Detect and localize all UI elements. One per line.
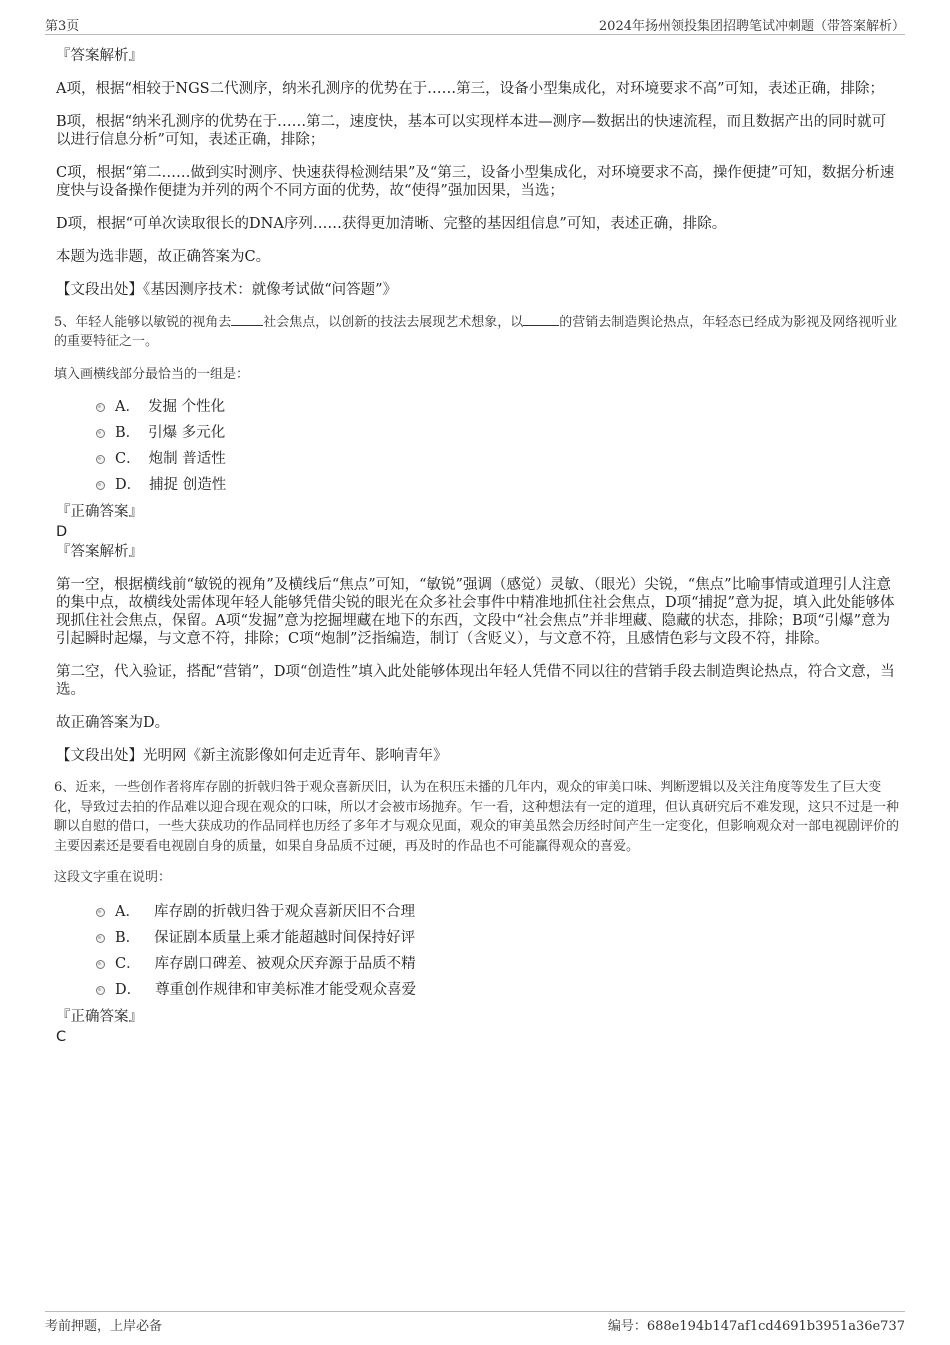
option-letter: D．: [115, 981, 142, 998]
option-text: 尊重创作规律和审美标准才能受观众喜爱: [155, 981, 417, 998]
option-letter: D．: [115, 476, 142, 493]
q5-prompt: 填入画横线部分最恰当的一组是：: [54, 367, 250, 382]
radio-icon[interactable]: [96, 481, 105, 490]
option-letter: C．: [115, 450, 141, 467]
option-letter: A．: [115, 398, 140, 415]
q6-prompt: 这段文字重在说明：: [54, 870, 172, 885]
q5-answer: D: [56, 524, 68, 540]
option-letter: B．: [115, 424, 141, 441]
q5-option-c[interactable]: [96, 444, 900, 470]
radio-icon[interactable]: [96, 986, 105, 995]
q5-analysis-2: 第二空，代入验证，搭配“营销”，D项“创造性”填入此处能够体现出年轻人凭借不同以往的营销手段去制造舆论热点，符合文意，当选。: [56, 664, 895, 698]
option-text: 炮制 普适性: [148, 450, 226, 467]
q6-option-d[interactable]: [96, 975, 900, 1001]
main-content: [56, 46, 900, 1047]
document-title: 2024年扬州领投集团招聘笔试冲刺题（带答案解析）: [598, 19, 905, 34]
page-number: 第3页: [45, 19, 80, 34]
q5-answer-heading: 『正确答案』: [56, 504, 143, 520]
option-text: 库存剧的折戟归咎于观众喜新厌旧不合理: [153, 903, 415, 920]
footer-doc-id: 编号：688e194b147af1cd4691b3951a36e737: [607, 1319, 905, 1334]
option-text: 捕捉 创造性: [149, 476, 227, 493]
page-footer: [45, 1311, 905, 1334]
option-letter: C．: [115, 955, 141, 972]
q5-conclusion: 故正确答案为D。: [56, 715, 170, 731]
q5-stem-part2: 社会焦点，以创新的技法去展现艺术想象，以: [263, 315, 524, 330]
radio-icon[interactable]: [96, 934, 105, 943]
q6-options: [56, 897, 900, 1001]
radio-icon[interactable]: [96, 429, 105, 438]
q5-blank-1: [231, 313, 263, 326]
footer-slogan: 考前押题，上岸必备: [45, 1319, 163, 1334]
q5-stem: [54, 313, 900, 351]
q5-stem-part1: 5、年轻人能够以敏锐的视角去: [54, 315, 232, 330]
q5-stem-part3: 的营销去制造舆论热点，年轻态已经成为影视及网络视听业的重要特征之一。: [54, 315, 898, 349]
option-letter: A．: [115, 903, 140, 920]
radio-icon[interactable]: [96, 403, 105, 412]
q5-options: [56, 392, 900, 496]
q5-option-a[interactable]: [96, 392, 900, 418]
q4-analysis-heading: 『答案解析』: [56, 48, 143, 64]
q4-analysis-b: B项，根据“纳米孔测序的优势在于……第二，速度快，基本可以实现样本进—测序—数据出的快速流程，而且数据产出的同时就可以进行信息分析”可知，表述正确，排除；: [56, 114, 887, 148]
q5-analysis-1: 第一空，根据横线前“敏锐的视角”及横线后“焦点”可知，“敏锐”强调（感觉）灵敏、（眼光）尖锐，“焦点”比喻事情或道理引人注意的集中点，故横线处需体现年轻人能够凭借尖锐的眼光在众多社会事件中精准地抓住社会焦点，D项“捕捉”意为捉，填入此处能够体现抓住社会焦点，保留。A项“发掘”意为挖掘埋藏在地下的东西，文段中“社会焦点”并非埋藏、隐藏的状态，排除；B项“引爆”意为引起瞬时起爆，与文意不符，排除；C项“炮制”泛指编造，制订（含贬义），与文意不符，且感情色彩与文段不符，排除。: [56, 577, 895, 647]
q5-source: 【文段出处】光明网《新主流影像如何走近青年、影响青年》: [56, 748, 448, 764]
q4-source: 【文段出处】《基因测序技术：就像考试做“问答题”》: [56, 282, 398, 298]
q5-blank-2: [523, 313, 559, 326]
q4-conclusion: 本题为选非题，故正确答案为C。: [56, 249, 271, 265]
q6-answer-heading: 『正确答案』: [56, 1009, 143, 1025]
page-header: [45, 14, 905, 35]
q6-stem: 6、近来，一些创作者将库存剧的折戟归咎于观众喜新厌旧，认为在积压未播的几年内，观众的审美口味、判断逻辑以及关注角度等发生了巨大变化，导致过去拍的作品难以迎合现在观众的口味，所以才会被市场抛弃。乍一看，这种想法有一定的道理，但认真研究后不难发现，这只不过是一种聊以自慰的借口，一些大获成功的作品同样也历经了多年才与观众见面，观众的审美虽然会历经时间产生一定变化，但影响观众对一部电视剧评价的主要因素还是要看电视剧自身的质量，如果自身品质不过硬，再及时的作品也不可能赢得观众的喜爱。: [54, 780, 900, 854]
q6-option-c[interactable]: [96, 949, 900, 975]
q6-answer: C: [56, 1029, 67, 1045]
q5-option-b[interactable]: [96, 418, 900, 444]
q5-analysis-heading: 『答案解析』: [56, 544, 143, 560]
option-text: 保证剧本质量上乘才能超越时间保持好评: [154, 929, 416, 946]
q6-option-a[interactable]: [96, 897, 900, 923]
radio-icon[interactable]: [96, 960, 105, 969]
q4-analysis-d: D项，根据“可单次读取很长的DNA序列……获得更加清晰、完整的基因组信息”可知，表述正确，排除。: [56, 216, 727, 232]
option-text: 引爆 多元化: [148, 424, 226, 441]
option-letter: B．: [115, 929, 141, 946]
option-text: 库存剧口碑差、被观众厌弃源于品质不精: [154, 955, 416, 972]
radio-icon[interactable]: [96, 908, 105, 917]
q4-analysis-a: A项，根据“相较于NGS二代测序，纳米孔测序的优势在于……第三，设备小型集成化，对环境要求不高”可知，表述正确，排除；: [56, 81, 884, 97]
q5-option-d[interactable]: [96, 470, 900, 496]
radio-icon[interactable]: [96, 455, 105, 464]
q6-option-b[interactable]: [96, 923, 900, 949]
q4-analysis-c: C项，根据“第二……做到实时测序、快速获得检测结果”及“第三，设备小型集成化，对环境要求不高，操作便捷”可知，数据分析速度快与设备操作便捷为并列的两个不同方面的优势，故“使得”强加因果，当选；: [56, 165, 895, 199]
option-text: 发掘 个性化: [147, 398, 226, 415]
